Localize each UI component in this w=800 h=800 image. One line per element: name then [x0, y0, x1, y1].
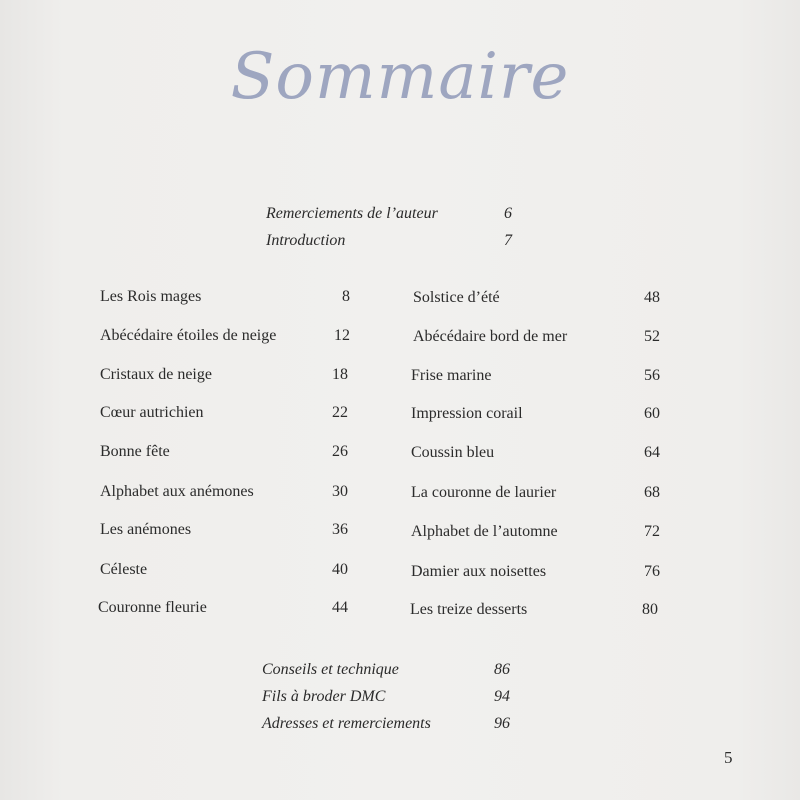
toc-entry-label: Remerciements de l’auteur	[266, 205, 438, 222]
toc-entry-page: 44	[332, 599, 348, 616]
toc-entry-label: Fils à broder DMC	[262, 688, 386, 705]
toc-entry-page: 68	[644, 484, 660, 501]
toc-entry-page: 56	[644, 367, 660, 384]
toc-entry-label: Impression corail	[411, 405, 523, 422]
toc-entry-label: Introduction	[266, 232, 346, 249]
toc-entry-page: 76	[644, 563, 660, 580]
toc-entry-label: Couronne fleurie	[98, 599, 207, 616]
toc-entry-page: 40	[332, 561, 348, 578]
toc-entry-page: 60	[644, 405, 660, 422]
toc-entry-page: 96	[494, 715, 510, 732]
toc-entry-page: 8	[342, 288, 350, 305]
page-title: Sommaire	[230, 40, 570, 114]
toc-entry-label: Les Rois mages	[100, 288, 202, 305]
toc-entry-page: 72	[644, 523, 660, 540]
toc-entry-page: 80	[642, 601, 658, 618]
toc-entry-label: Adresses et remerciements	[262, 715, 431, 732]
toc-entry-label: Frise marine	[411, 367, 492, 384]
toc-entry-label: Céleste	[100, 561, 148, 578]
toc-entry-page: 7	[504, 232, 512, 249]
toc-entry-page: 48	[644, 289, 660, 306]
toc-entry-label: Bonne fête	[100, 443, 170, 460]
toc-entry-label: Coussin bleu	[411, 444, 495, 461]
toc-entry-label: Alphabet aux anémones	[100, 483, 254, 500]
toc-entry-page: 12	[334, 327, 350, 344]
page-number: 5	[724, 748, 733, 767]
toc-entry-label: Conseils et technique	[262, 661, 399, 678]
toc-entry-page: 36	[332, 521, 348, 538]
toc-entry-page: 26	[332, 443, 348, 460]
toc-entry-label: Damier aux noisettes	[411, 563, 547, 580]
toc-entry-page: 6	[504, 205, 512, 222]
toc-entry-label: Alphabet de l’automne	[411, 523, 558, 540]
toc-entry-label: La couronne de laurier	[411, 484, 557, 501]
toc-entry-page: 94	[494, 688, 510, 705]
toc-entry-label: Abécédaire bord de mer	[413, 328, 568, 345]
toc-entry-page: 64	[644, 444, 660, 461]
toc-entry-page: 30	[332, 483, 348, 500]
toc-entry-label: Abécédaire étoiles de neige	[100, 327, 277, 344]
toc-entry-page: 18	[332, 366, 348, 383]
toc-entry-label: Cœur autrichien	[100, 404, 204, 421]
toc-entry-page: 86	[494, 661, 510, 678]
toc-entry-page: 22	[332, 404, 348, 421]
toc-entry-label: Solstice d’été	[413, 289, 500, 306]
toc-entry-label: Les treize desserts	[410, 601, 528, 618]
toc-entry-label: Cristaux de neige	[100, 366, 212, 383]
toc-entry-page: 52	[644, 328, 660, 345]
toc-entry-label: Les anémones	[100, 521, 192, 538]
